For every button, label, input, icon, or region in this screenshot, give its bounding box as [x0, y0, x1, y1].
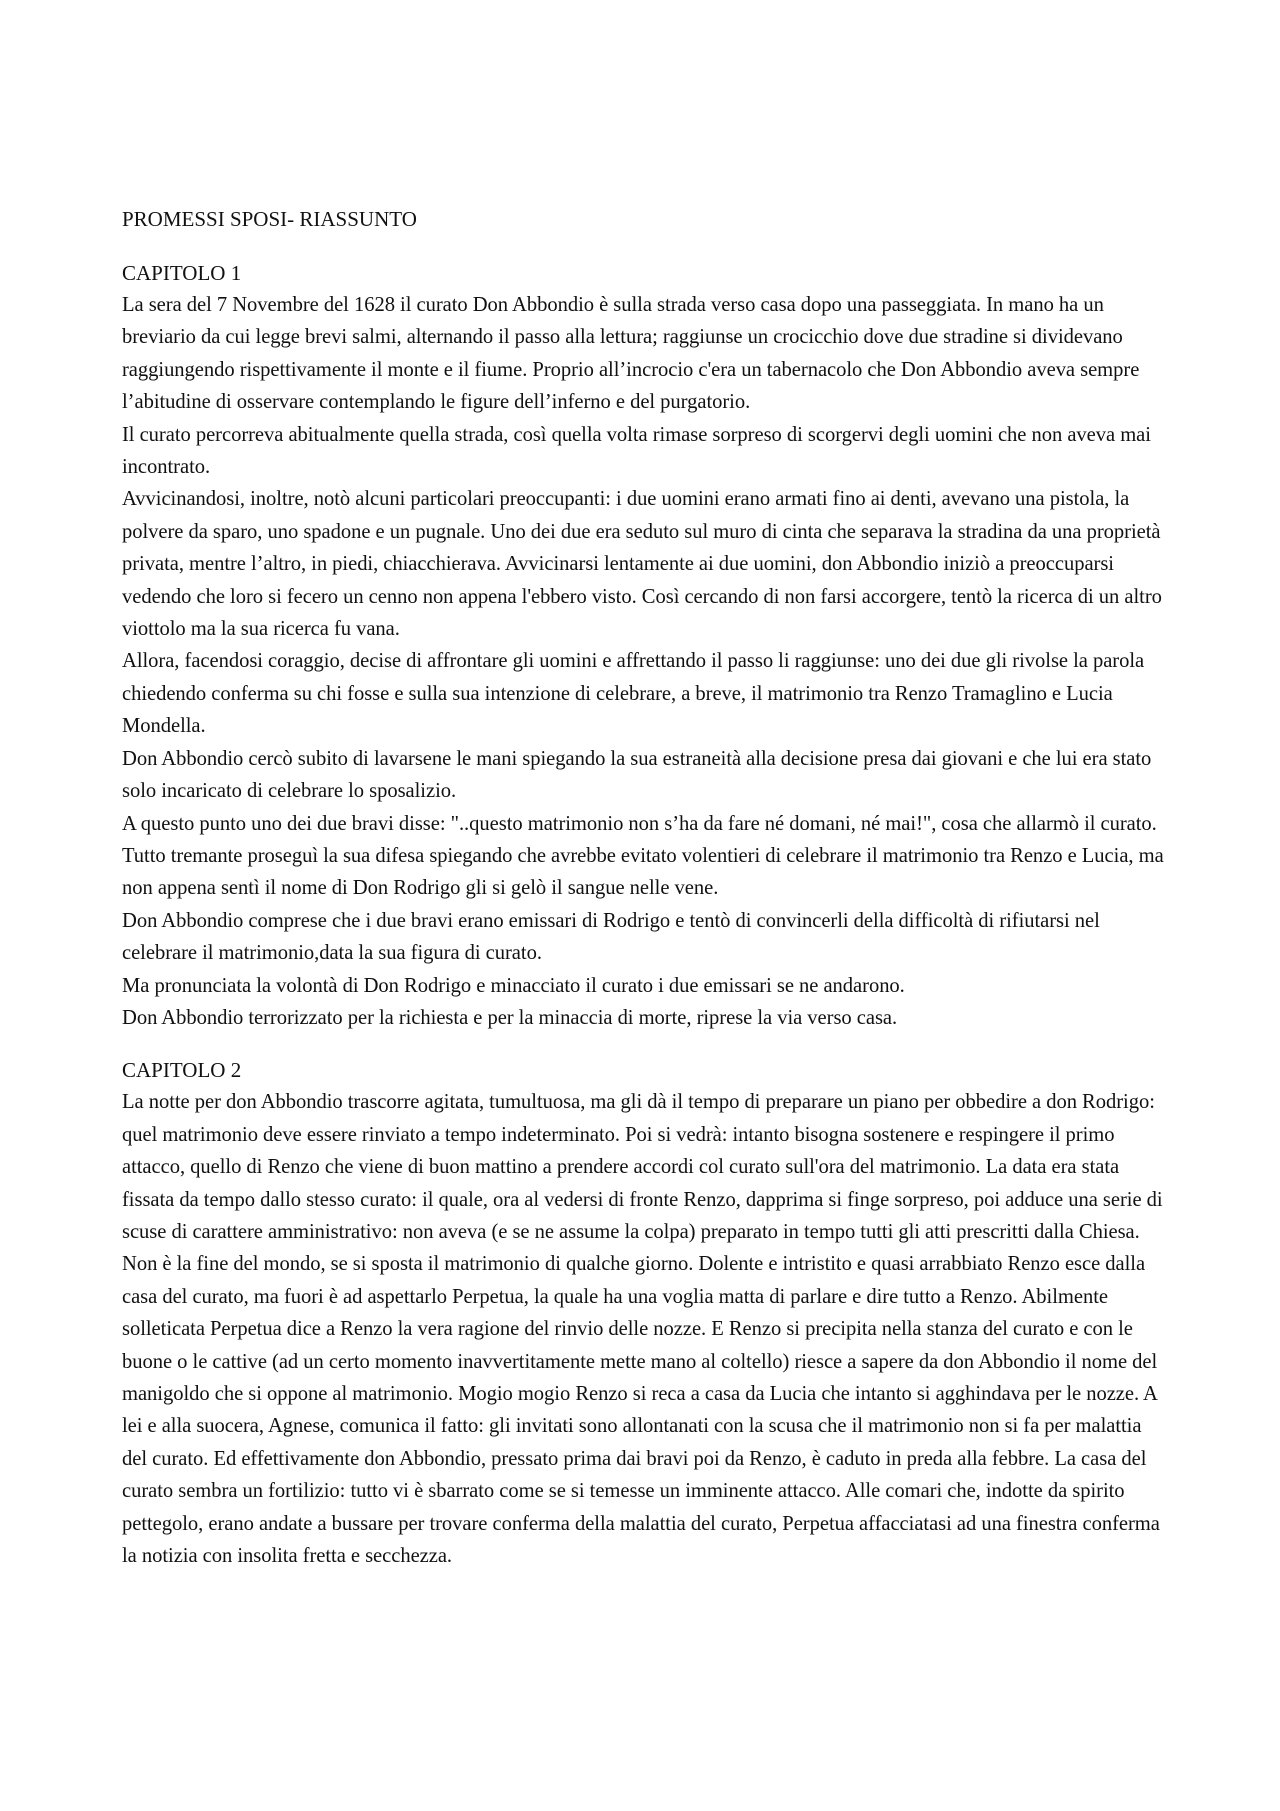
paragraph: Allora, facendosi coraggio, decise di affrontare gli uomini e affrettando il passo li raggiunse: uno dei due gli rivolse la parola chiedendo conferma su chi fosse e sulla sua intenzione di celebrare, a breve, il matrimonio tra Renzo Tramaglino e Lucia Mondella.	[122, 650, 1145, 738]
paragraph: Il curato percorreva abitualmente quella strada, così quella volta rimase sorpreso di scorgervi degli uomini che non aveva mai incontrato.	[122, 423, 1151, 479]
document-title: PROMESSI SPOSI- RIASSUNTO	[122, 207, 417, 231]
paragraph: A questo punto uno dei due bravi disse: "..questo matrimonio non s’ha da fare né domani, né mai!", cosa che allarmò il curato. Tutto tremante proseguì la sua difesa spiegando che avrebbe evitato volentieri di celebrare il matrimonio tra Renzo e Lucia, ma non appena sentì il nome di Don Rodrigo gli si gelò il sangue nelle vene.	[122, 812, 1164, 900]
chapter-1	[122, 257, 1168, 1034]
chapter-heading: CAPITOLO 2	[122, 1058, 242, 1083]
paragraph: Don Abbondio terrorizzato per la richiesta e per la minaccia di morte, riprese la via verso casa.	[122, 1006, 898, 1029]
paragraph: La sera del 7 Novembre del 1628 il curato Don Abbondio è sulla strada verso casa dopo una passeggiata. In mano ha un breviario da cui legge brevi salmi, alternando il passo alla lettura; raggiunse un crocicchio dove due stradine si dividevano raggiungendo rispettivamente il monte e il fiume. Proprio all’incrocio c'era un tabernacolo che Don Abbondio aveva sempre l’abitudine di osservare contemplando le figure dell’inferno e del purgatorio.	[122, 294, 1140, 414]
chapter-2	[122, 1054, 1168, 1572]
chapter-heading: CAPITOLO 1	[122, 261, 242, 285]
paragraph: Don Abbondio cercò subito di lavarsene le mani spiegando la sua estraneità alla decisione presa dai giovani e che lui era stato solo incaricato di celebrare lo sposalizio.	[122, 747, 1152, 803]
paragraph: Avvicinandosi, inoltre, notò alcuni particolari preoccupanti: i due uomini erano armati fino ai denti, avevano una pistola, la polvere da sparo, uno spadone e un pugnale. Uno dei due era seduto sul muro di cinta che separava la stradina da una proprietà privata, mentre l’altro, in piedi, chiacchierava. Avvicinarsi lentamente ai due uomini, don Abbondio iniziò a preoccuparsi vedendo che loro si fecero un cenno non appena l'ebbero visto. Così cercando di non farsi accorgere, tentò la ricerca di un altro viottolo ma la sua ricerca fu vana.	[122, 488, 1162, 641]
paragraph: Don Abbondio comprese che i due bravi erano emissari di Rodrigo e tentò di convincerli della difficoltà di rifiutarsi nel celebrare il matrimonio,data la sua figura di curato.	[122, 909, 1100, 965]
document-page	[122, 203, 1168, 1592]
paragraph: Ma pronunciata la volontà di Don Rodrigo e minacciato il curato i due emissari se ne andarono.	[122, 974, 905, 997]
paragraph: La notte per don Abbondio trascorre agitata, tumultuosa, ma gli dà il tempo di preparare un piano per obbedire a don Rodrigo: quel matrimonio deve essere rinviato a tempo indeterminato. Poi si vedrà: intanto bisogna sostenere e respingere il primo attacco, quello di Renzo che viene di buon mattino a prendere accordi col curato sull'ora del matrimonio. La data era stata fissata da tempo dallo stesso curato: il quale, ora al vedersi di fronte Renzo, dapprima si finge sorpreso, poi adduce una serie di scuse di carattere amministrativo: non aveva (e se ne assume la colpa) preparato in tempo tutti gli atti prescritti dalla Chiesa. Non è la fine del mondo, se si sposta il matrimonio di qualche giorno. Dolente e intristito e quasi arrabbiato Renzo esce dalla casa del curato, ma fuori è ad aspettarlo Perpetua, la quale ha una voglia matta di parlare e dire tutto a Renzo. Abilmente solleticata Perpetua dice a Renzo la vera ragione del rinvio delle nozze. E Renzo si precipita nella stanza del curato e con le buone o le cattive (ad un certo momento inavvertitamente mette mano al coltello) riesce a sapere da don Abbondio il nome del manigoldo che si oppone al matrimonio. Mogio mogio Renzo si reca a casa da Lucia che intanto si agghindava per le nozze. A lei e alla suocera, Agnese, comunica il fatto: gli invitati sono allontanati con la scusa che il matrimonio non si fa per malattia del curato. Ed effettivamente don Abbondio, pressato prima dai bravi poi da Renzo, è caduto in preda alla febbre. La casa del curato sembra un fortilizio: tutto vi è sbarrato come se si temesse un imminente attacco. Alle comari che, indotte da spirito pettegolo, erano andate a bussare per trovare conferma della malattia del curato, Perpetua affacciatasi ad una finestra conferma la notizia con insolita fretta e secchezza.	[122, 1091, 1163, 1568]
